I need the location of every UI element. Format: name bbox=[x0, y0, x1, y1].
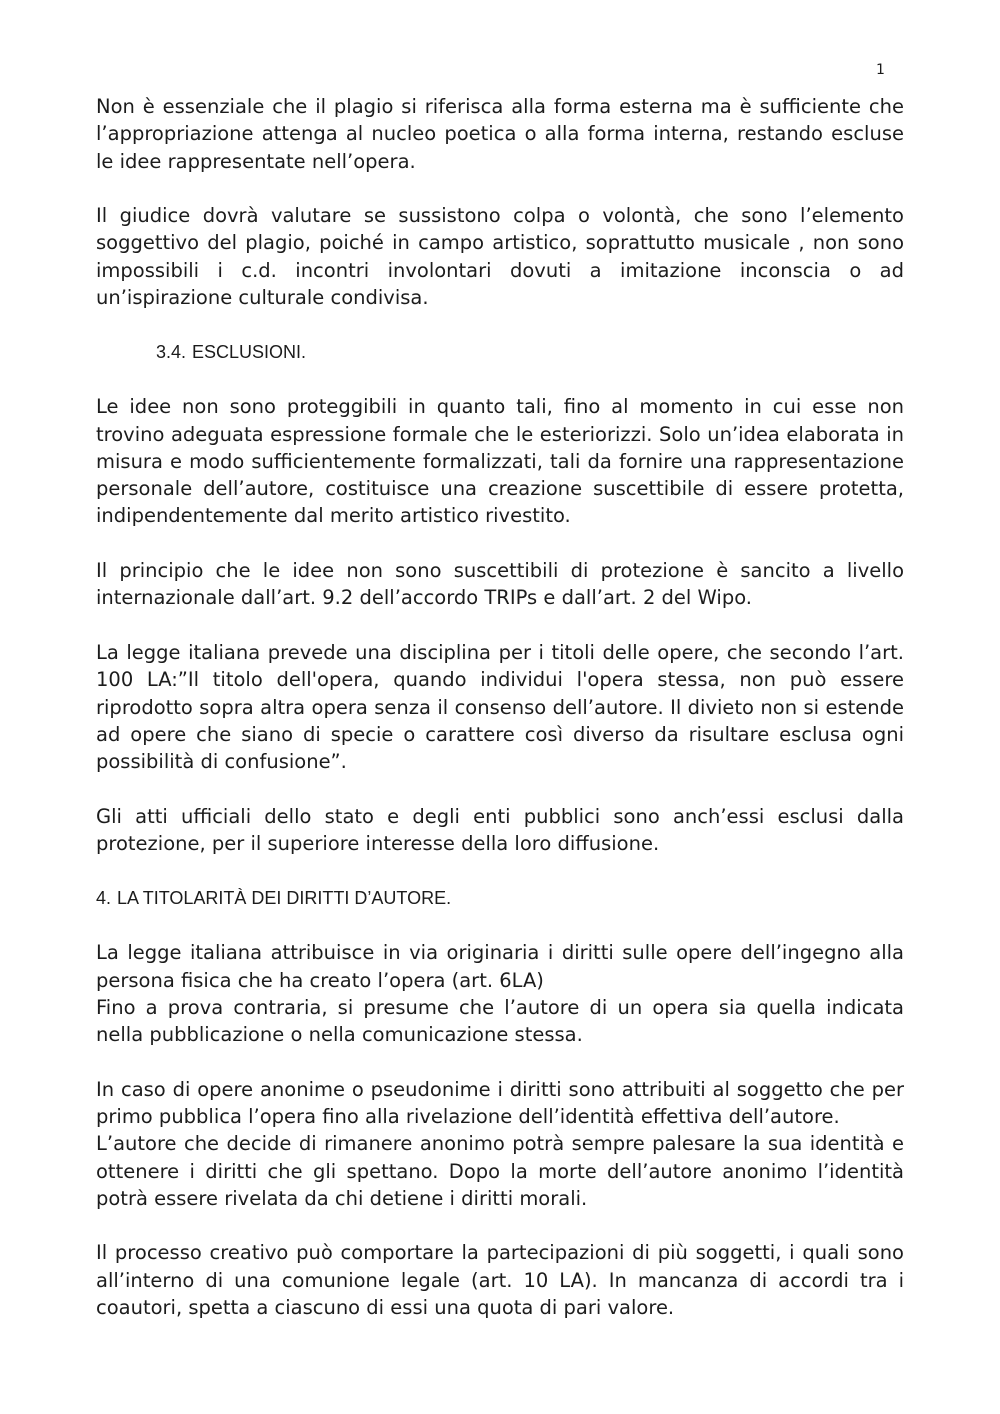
section-title: ESCLUSIONI. bbox=[192, 341, 307, 362]
paragraph-legge-italiana: La legge italiana attribuisce in via originaria i diritti sulle opere dell’ingegno alla persona fisica che ha creato l’opera (art. 6LA) bbox=[96, 941, 904, 992]
section-heading-esclusioni bbox=[96, 339, 904, 366]
page-body bbox=[96, 93, 904, 1349]
paragraph-processo-creativo: Il processo creativo può comportare la partecipazioni di più soggetti, i quali sono all’interno di una comunione legale (art. 10 LA). In mancanza di accordi tra i coautori, spetta a ciascuno di essi una quota di pari valore. bbox=[96, 1241, 904, 1320]
paragraph-idee: Le idee non sono proteggibili in quanto tali, fino al momento in cui esse non trovino adeguata espressione formale che le esteriorizzi. Solo un’idea elaborata in misura e modo sufficientemente formalizzati, tali da fornire una rappresentazione personale dell’autore, costituisce una creazione suscettibile di essere protetta, indipendentemente dal merito artistico rivestito. bbox=[96, 395, 904, 528]
paragraph-giudice: Il giudice dovrà valutare se sussistono colpa o volontà, che sono l’elemento soggettivo del plagio, poiché in campo artistico, soprattutto musicale , non sono impossibili i c.d. incontri involontari dovuti a imitazione inconscia o ad un’ispirazione culturale condivisa. bbox=[96, 204, 904, 310]
section-number: 3.4. bbox=[156, 341, 187, 362]
paragraph-titoli: La legge italiana prevede una disciplina per i titoli delle opere, che secondo l’art. 100 LA:”Il titolo dell'opera, quando individui l'opera stessa, non può essere riprodotto sopra altra opera senza il consenso dell’autore. Il divieto non si estende ad opere che siano di specie o carattere così diverso da risultare esclusa ogni possibilità di confusione”. bbox=[96, 640, 904, 774]
paragraph-atti-ufficiali: Gli atti ufficiali dello stato e degli enti pubblici sono anch’essi esclusi dalla protezione, per il superiore interesse della loro diffusione. bbox=[96, 804, 904, 856]
page-number: 1 bbox=[876, 62, 885, 78]
paragraph-plagio-forma: Non è essenziale che il plagio si riferisca alla forma esterna ma è sufficiente che l’appropriazione attenga al nucleo poetica o alla forma interna, restando escluse le idee rappresentate nell’opera. bbox=[96, 95, 904, 173]
section-title: LA TITOLARITÀ DEI DIRITTI D’AUTORE. bbox=[117, 887, 452, 908]
section-number: 4. bbox=[96, 887, 112, 908]
paragraph-principio: Il principio che le idee non sono suscettibili di protezione è sancito a livello internazionale dall’art. 9.2 dell’accordo TRIPs e dall’art. 2 del Wipo. bbox=[96, 559, 904, 610]
paragraph-autore-anonimo: L’autore che decide di rimanere anonimo potrà sempre palesare la sua identità e ottenere i diritti che gli spettano. Dopo la morte dell’autore anonimo l’identità potrà essere rivelata da chi detiene i diritti morali. bbox=[96, 1132, 904, 1210]
section-heading-titolarita bbox=[96, 885, 904, 912]
paragraph-prova-contraria: Fino a prova contraria, si presume che l’autore di un opera sia quella indicata nella pubblicazione o nella comunicazione stessa. bbox=[96, 995, 904, 1047]
paragraph-opere-anonime: In caso di opere anonime o pseudonime i diritti sono attribuiti al soggetto che per primo pubblica l’opera fino alla rivelazione dell’identità effettiva dell’autore. bbox=[96, 1077, 904, 1128]
